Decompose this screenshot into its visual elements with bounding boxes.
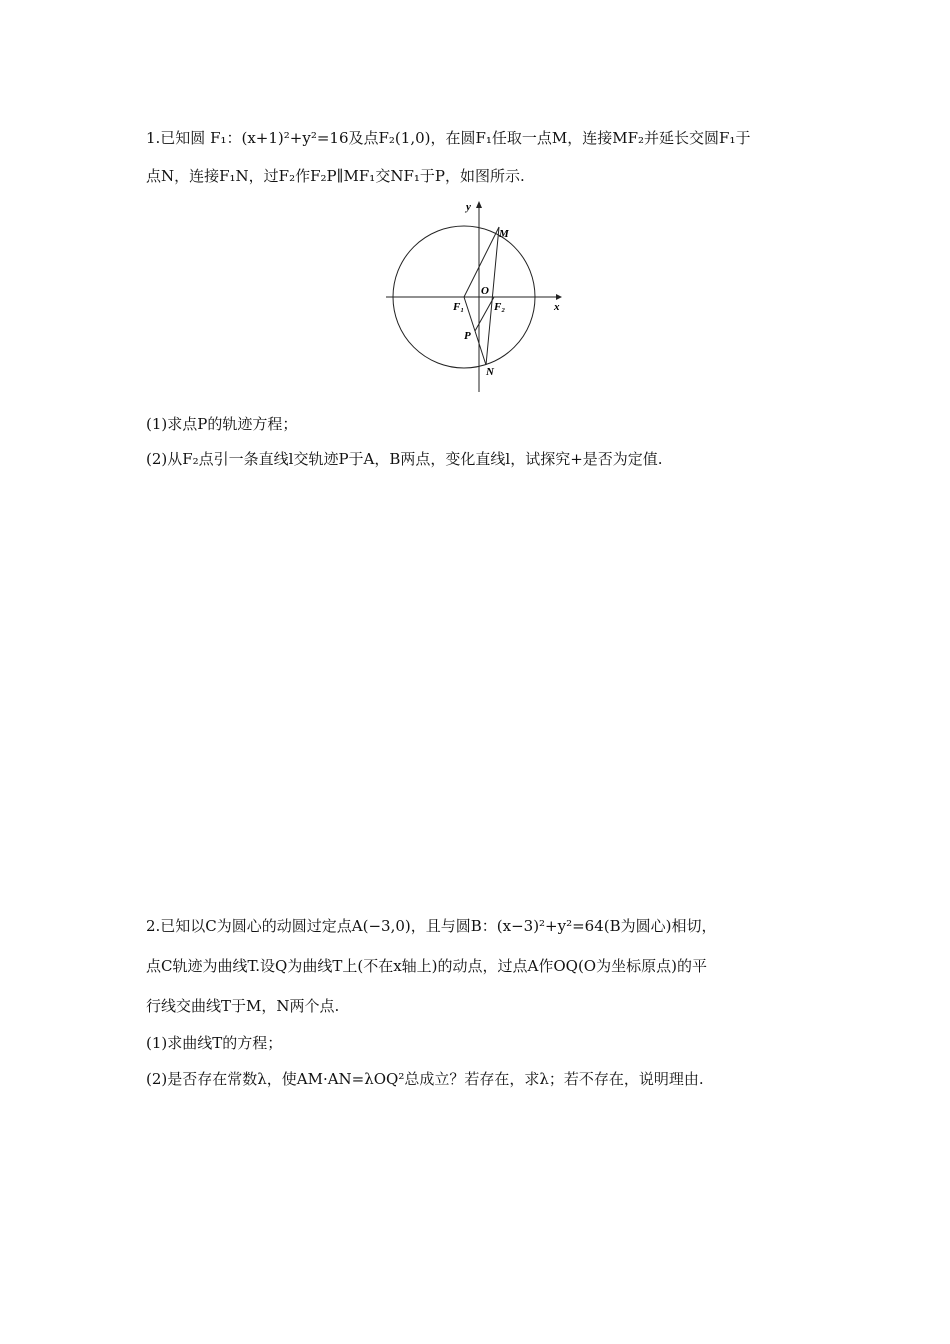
label-p: P (464, 330, 471, 342)
problem-2-statement-line-2: 点C轨迹为曲线T.设Q为曲线T上(不在x轴上)的动点，过点A作OQ(O为坐标原点)的平 (146, 957, 707, 975)
label-f2: F₂ (494, 301, 506, 313)
problem-2-statement-line-1: 2.已知以C为圆心的动圆过定点A(−3,0)，且与圆B：(x−3)²+y²=64(B为圆心)相切， (146, 917, 717, 935)
label-y: y (466, 201, 471, 213)
label-o: O (481, 285, 489, 297)
problem-2-question-1: (1)求曲线T的方程； (146, 1034, 283, 1052)
label-f1: F₁ (453, 301, 465, 313)
label-n: N (486, 366, 494, 378)
x-axis-arrow-icon (556, 294, 562, 300)
problem-1-statement-line-2: 点N，连接F₁N，过F₂作F₂P∥MF₁交NF₁于P，如图所示. (146, 167, 525, 185)
y-axis-arrow-icon (476, 201, 482, 208)
label-m: M (499, 228, 509, 240)
problem-1-question-2: (2)从F₂点引一条直线l交轨迹P于A，B两点，变化直线l，试探究+是否为定值. (146, 450, 663, 468)
circle-diagram (380, 196, 570, 396)
problem-1-question-1: (1)求点P的轨迹方程； (146, 415, 298, 433)
label-x: x (554, 301, 560, 313)
problem-2-question-2: (2)是否存在常数λ，使AM·AN=λOQ²总成立？若存在，求λ；若不存在，说明理由. (146, 1070, 704, 1088)
problem-2-statement-line-3: 行线交曲线T于M，N两个点. (146, 997, 340, 1015)
problem-1-statement-line-1: 1.已知圆 F₁：(x+1)²+y²=16及点F₂(1,0)，在圆F₁任取一点M，连接MF₂并延长交圆F₁于 (146, 129, 751, 147)
